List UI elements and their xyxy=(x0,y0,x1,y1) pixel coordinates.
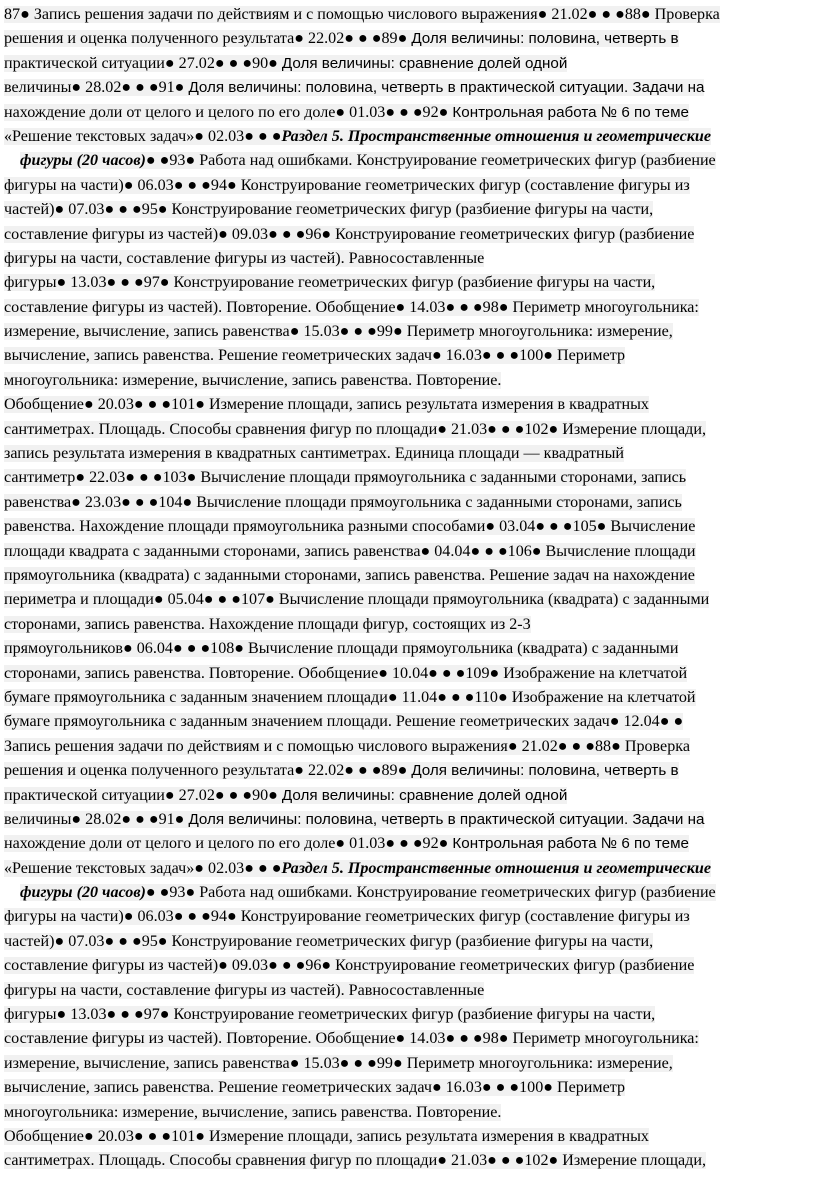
text-line xyxy=(4,784,812,808)
sans-text-segment: Доля величины: половина, четверть в xyxy=(411,30,679,48)
text-line xyxy=(4,271,812,295)
line-text: сантиметр● 22.03● ● ●103● Вычисление площади прямоугольника с заданными сторонами, запись xyxy=(4,469,687,487)
line-text: нахождение доли от целого и целого по его доле● 01.03● ● ●92● Контрольная работа № 6 по теме xyxy=(4,103,689,121)
line-text: составление фигуры из частей)● 09.03● ● ●96● Конструирование геометрических фигур (разбиение xyxy=(4,957,695,975)
text-line xyxy=(4,174,812,198)
text-line xyxy=(4,466,812,490)
text-line xyxy=(4,954,812,978)
text-line xyxy=(4,1125,812,1149)
text-line xyxy=(4,393,812,417)
text-line xyxy=(4,1149,812,1173)
text-line xyxy=(4,1052,812,1076)
sans-text-segment: Доля величины: половина, четверть в xyxy=(411,762,679,780)
line-text: измерение, вычисление, запись равенства● 15.03● ● ●99● Периметр многоугольника: измерение, xyxy=(4,1054,673,1072)
text-line xyxy=(4,27,812,51)
text-line xyxy=(4,588,812,612)
line-text: составление фигуры из частей). Повторение. Обобщение● 14.03● ● ●98● Периметр многоугольника: xyxy=(4,298,699,316)
document-page xyxy=(4,3,812,1174)
text-line xyxy=(4,198,812,222)
line-text: сантиметрах. Площадь. Способы сравнения фигур по площади● 21.03● ● ●102● Измерение площади, xyxy=(4,420,706,438)
line-text: «Решение текстовых задач»● 02.03● ● ●Раздел 5. Пространственные отношения и геометрические xyxy=(4,859,711,877)
section-heading: Раздел 5. Пространственные отношения и геометрические xyxy=(281,127,711,145)
line-text: составление фигуры из частей). Повторение. Обобщение● 14.03● ● ●98● Периметр многоугольника: xyxy=(4,1030,699,1048)
line-text: прямоугольников● 06.04● ● ●108● Вычисление площади прямоугольника (квадрата) с заданными xyxy=(4,640,679,658)
line-text: фигуры на части)● 06.03● ● ●94● Конструирование геометрических фигур (составление фигуры из xyxy=(4,908,690,926)
text-line xyxy=(4,759,812,783)
line-text: бумаге прямоугольника с заданным значением площади. Решение геометрических задач● 12.04● ● xyxy=(4,713,684,731)
text-line xyxy=(4,1027,812,1051)
line-text: частей)● 07.03● ● ●95● Конструирование геометрических фигур (разбиение фигуры на части, xyxy=(4,932,654,950)
line-text: величины● 28.02● ● ●91● Доля величины: половина, четверть в практической ситуации. Задачи на xyxy=(4,79,705,97)
text-line xyxy=(4,247,812,271)
text-line xyxy=(4,637,812,661)
text-line xyxy=(4,1003,812,1027)
line-text: площади квадрата с заданными сторонами, запись равенства● 04.04● ● ●106● Вычисление площади xyxy=(4,542,696,560)
line-text: величины● 28.02● ● ●91● Доля величины: половина, четверть в практической ситуации. Задачи на xyxy=(4,810,705,828)
text-line xyxy=(4,662,812,686)
line-text: «Решение текстовых задач»● 02.03● ● ●Раздел 5. Пространственные отношения и геометрические xyxy=(4,127,711,145)
text-line xyxy=(4,1076,812,1100)
section-heading: Раздел 5. Пространственные отношения и геометрические xyxy=(281,859,711,877)
line-text: практической ситуации● 27.02● ● ●90● Доля величины: сравнение долей одной xyxy=(4,786,568,804)
line-text: фигуры на части, составление фигуры из частей). Равносоставленные xyxy=(4,981,485,999)
line-text: периметра и площади● 05.04● ● ●107● Вычисление площади прямоугольника (квадрата) с заданными xyxy=(4,591,710,609)
text-line xyxy=(4,979,812,1003)
line-text: равенства. Нахождение площади прямоугольника разными способами● 03.04● ● ●105● Вычисление xyxy=(4,518,696,536)
text-line xyxy=(4,930,812,954)
text-line xyxy=(4,905,812,929)
line-text: 87● Запись решения задачи по действиям и с помощью числового выражения● 21.02● ● ●88● Проверка xyxy=(4,6,720,23)
section-heading: фигуры (20 часов) xyxy=(20,152,146,170)
text-line xyxy=(4,686,812,710)
text-line xyxy=(4,3,812,27)
line-text: фигуры● 13.03● ● ●97● Конструирование геометрических фигур (разбиение фигуры на части, xyxy=(4,1006,656,1024)
line-text: решения и оценка полученного результата● 22.02● ● ●89● Доля величины: половина, четверть в xyxy=(4,30,679,48)
line-text: фигуры на части, составление фигуры из частей). Равносоставленные xyxy=(4,249,485,267)
text-line xyxy=(4,442,812,466)
line-text: прямоугольника (квадрата) с заданными сторонами, запись равенства. Решение задач на нахождение xyxy=(4,566,695,584)
text-line xyxy=(4,1101,812,1125)
text-line xyxy=(4,344,812,368)
line-text: Запись решения задачи по действиям и с помощью числового выражения● 21.02● ● ●88● Проверка xyxy=(4,737,690,755)
text-line xyxy=(4,101,812,125)
line-text: вычисление, запись равенства. Решение геометрических задач● 16.03● ● ●100● Периметр xyxy=(4,347,626,365)
section-heading: фигуры (20 часов) xyxy=(20,884,146,902)
text-line xyxy=(4,369,812,393)
line-text: бумаге прямоугольника с заданным значением площади● 11.04● ● ●110● Изображение на клетчатой xyxy=(4,688,696,706)
text-line xyxy=(4,881,812,905)
line-text: Обобщение● 20.03● ● ●101● Измерение площади, запись результата измерения в квадратных xyxy=(4,396,649,414)
line-text: многоугольника: измерение, вычисление, запись равенства. Повторение. xyxy=(4,1103,502,1121)
line-text: измерение, вычисление, запись равенства● 15.03● ● ●99● Периметр многоугольника: измерение, xyxy=(4,323,673,341)
line-text: решения и оценка полученного результата● 22.02● ● ●89● Доля величины: половина, четверть в xyxy=(4,762,679,780)
line-text: фигуры● 13.03● ● ●97● Конструирование геометрических фигур (разбиение фигуры на части, xyxy=(4,274,656,292)
line-text: вычисление, запись равенства. Решение геометрических задач● 16.03● ● ●100● Периметр xyxy=(4,1079,626,1097)
text-line xyxy=(4,832,812,856)
text-line xyxy=(4,808,812,832)
sans-text-segment: Доля величины: половина, четверть в практической ситуации. Задачи на xyxy=(188,810,705,828)
line-text: запись результата измерения в квадратных сантиметрах. Единица площади — квадратный xyxy=(4,445,625,463)
text-line xyxy=(4,540,812,564)
line-text: фигуры на части)● 06.03● ● ●94● Конструирование геометрических фигур (составление фигуры из xyxy=(4,176,690,194)
line-text: фигуры (20 часов)● ●93● Работа над ошибками. Конструирование геометрических фигур (разбиение xyxy=(20,152,716,170)
text-line xyxy=(4,491,812,515)
text-line xyxy=(4,296,812,320)
text-line xyxy=(4,710,812,734)
sans-text-segment: Доля величины: половина, четверть в практической ситуации. Задачи на xyxy=(188,79,705,97)
sans-text-segment: Доля величины: сравнение долей одной xyxy=(281,54,568,72)
text-line xyxy=(4,223,812,247)
text-line xyxy=(4,564,812,588)
line-text: сторонами, запись равенства. Повторение. Обобщение● 10.04● ● ●109● Изображение на клетчатой xyxy=(4,664,688,682)
text-line xyxy=(4,76,812,100)
line-text: составление фигуры из частей)● 09.03● ● ●96● Конструирование геометрических фигур (разбиение xyxy=(4,225,695,243)
line-text: Обобщение● 20.03● ● ●101● Измерение площади, запись результата измерения в квадратных xyxy=(4,1127,649,1145)
line-text: многоугольника: измерение, вычисление, запись равенства. Повторение. xyxy=(4,371,502,389)
text-line xyxy=(4,418,812,442)
line-text: сторонами, запись равенства. Нахождение площади фигур, состоящих из 2-3 xyxy=(4,615,531,633)
sans-text-segment: Доля величины: сравнение долей одной xyxy=(281,786,568,804)
text-line xyxy=(4,613,812,637)
line-text: практической ситуации● 27.02● ● ●90● Доля величины: сравнение долей одной xyxy=(4,54,568,72)
line-text: частей)● 07.03● ● ●95● Конструирование геометрических фигур (разбиение фигуры на части, xyxy=(4,201,654,219)
line-text: фигуры (20 часов)● ●93● Работа над ошибками. Конструирование геометрических фигур (разбиение xyxy=(20,884,716,902)
text-line xyxy=(4,735,812,759)
text-line xyxy=(4,515,812,539)
line-text: нахождение доли от целого и целого по его доле● 01.03● ● ●92● Контрольная работа № 6 по теме xyxy=(4,835,689,853)
sans-text-segment: Контрольная работа № 6 по теме xyxy=(452,103,689,121)
sans-text-segment: Контрольная работа № 6 по теме xyxy=(452,835,689,853)
line-text: равенства● 23.03● ● ●104● Вычисление площади прямоугольника с заданными сторонами, запись xyxy=(4,493,682,511)
line-text: сантиметрах. Площадь. Способы сравнения фигур по площади● 21.03● ● ●102● Измерение площади, xyxy=(4,1152,706,1170)
text-line xyxy=(4,52,812,76)
text-line xyxy=(4,320,812,344)
text-line xyxy=(4,149,812,173)
text-line xyxy=(4,125,812,149)
text-line xyxy=(4,857,812,881)
